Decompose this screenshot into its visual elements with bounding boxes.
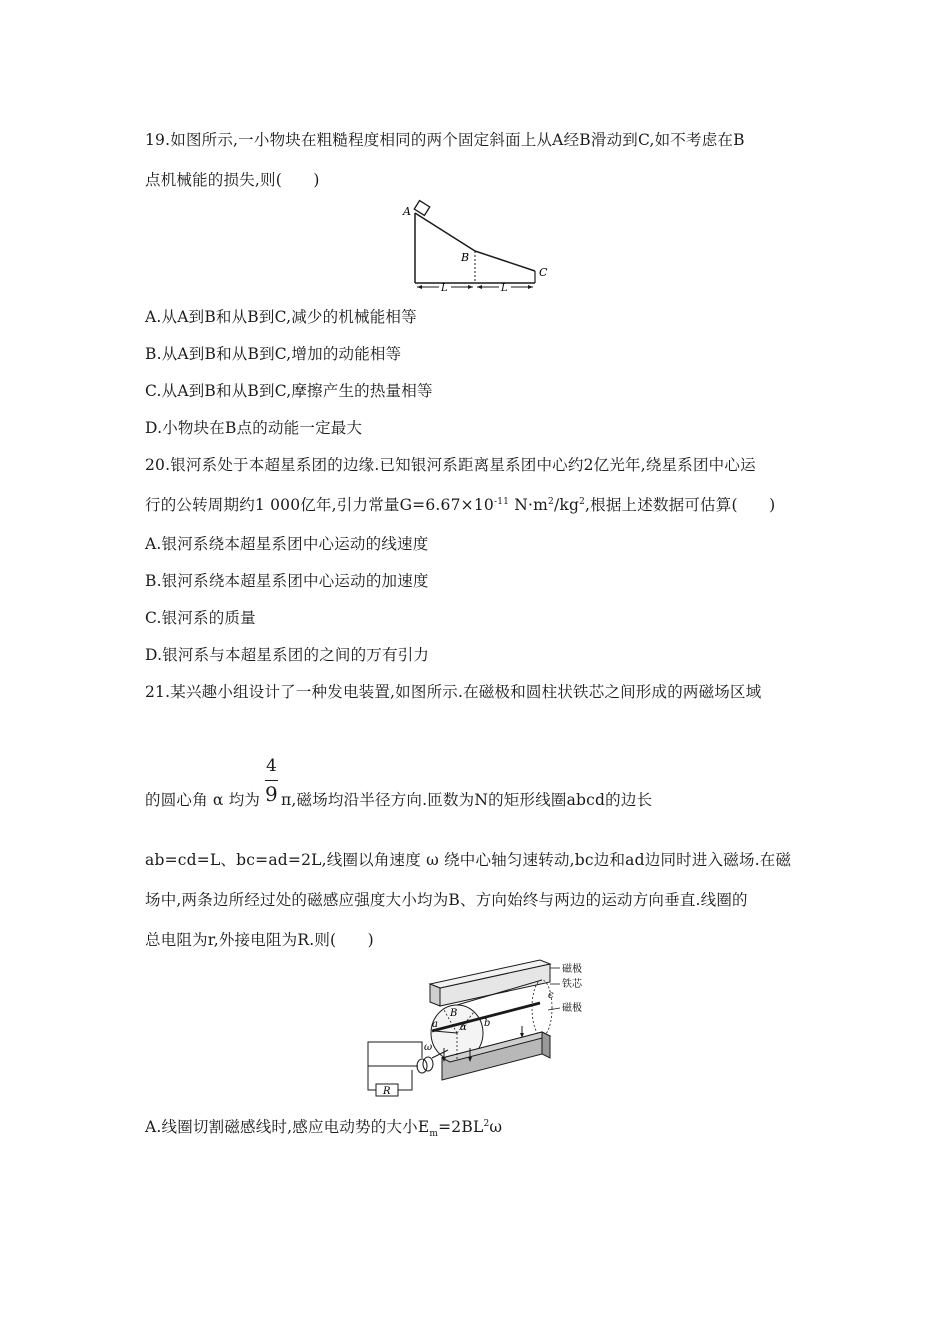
q20-option-a: A.银河系绕本超星系团中心运动的线速度 — [145, 535, 429, 553]
label-coil-c: c — [548, 990, 554, 1001]
label-alpha: α — [460, 1022, 467, 1033]
q19-option-d: D.小物块在B点的动能一定最大 — [145, 419, 363, 437]
q21-stem-line2-b: π,磁场均沿半径方向.匝数为N的矩形线圈abcd的边长 — [281, 791, 653, 809]
fraction-numerator: 4 — [266, 756, 277, 776]
q20-square-2: 2 — [579, 496, 586, 507]
label-l1: L — [441, 283, 448, 293]
q20-stem-text-a: 行的公转周期约1 000亿年,引力常量G=6.67×10 — [145, 496, 494, 514]
label-b: B — [461, 251, 470, 264]
q21-option-a-text: A.线圈切割磁感线时,感应电动势的大小E — [145, 1118, 430, 1136]
q21-option-a-end: ω — [489, 1118, 503, 1136]
label-omega: ω — [424, 1042, 433, 1053]
label-c: C — [539, 266, 548, 279]
q21-option-a-mid: =2BL — [438, 1118, 484, 1136]
q20-option-d: D.银河系与本超星系团的之间的万有引力 — [145, 646, 430, 664]
q21-stem-line5: 总电阻为r,外接电阻为R.则( ) — [145, 931, 374, 949]
fraction-bar — [265, 780, 278, 781]
label-field-b: B — [450, 1008, 458, 1019]
label-a: A — [403, 205, 411, 218]
q20-exponent: -11 — [494, 496, 510, 507]
q19-option-a: A.从A到B和从B到C,减少的机械能相等 — [145, 308, 417, 326]
q20-stem-line1: 20.银河系处于本超星系团的边缘.已知银河系距离星系团中心约2亿光年,绕星系团中心运 — [145, 456, 756, 474]
q21-stem-line3: ab=cd=L、bc=ad=2L,线圈以角速度 ω 绕中心轴匀速转动,bc边和ad边同时进入磁场.在磁 — [145, 851, 792, 869]
q21-stem-line1: 21.某兴趣小组设计了一种发电装置,如图所示.在磁极和圆柱状铁芯之间形成的两磁场区域 — [145, 683, 762, 701]
label-resistor: R — [383, 1086, 391, 1097]
q20-option-c: C.银河系的质量 — [145, 609, 256, 627]
q21-option-a — [145, 1115, 503, 1140]
q20-stem-line2 — [145, 493, 775, 515]
q20-stem-text-b: N·m — [509, 496, 549, 514]
q20-stem-text-c: /kg — [553, 496, 580, 514]
q20-square-1: 2 — [548, 496, 554, 507]
q21-option-a-subscript: m — [429, 1129, 439, 1140]
q19-option-b: B.从A到B和从B到C,增加的动能相等 — [145, 345, 402, 363]
q21-stem-line2-a: 的圆心角 α 均为 — [145, 791, 261, 809]
label-pole-bottom: 磁极 — [562, 1003, 582, 1014]
q19-stem-line2: 点机械能的损失,则( ) — [145, 171, 320, 189]
label-coil-a: a — [432, 1019, 438, 1030]
q21-generator-figure — [362, 958, 592, 1098]
q20-option-b: B.银河系绕本超星系团中心运动的加速度 — [145, 572, 429, 590]
label-coil-b: b — [484, 1018, 491, 1029]
label-core: 铁芯 — [562, 979, 582, 990]
q20-stem-text-d: ,根据上述数据可估算( ) — [585, 496, 776, 514]
label-pole-top: 磁极 — [562, 964, 582, 975]
fraction-denominator: 9 — [265, 782, 278, 806]
q19-option-c: C.从A到B和从B到C,摩擦产生的热量相等 — [145, 382, 433, 400]
q21-option-a-superscript: 2 — [483, 1118, 490, 1129]
q21-stem-line4: 场中,两条边所经过处的磁感应强度大小均为B、方向始终与两边的运动方向垂直.线圈的 — [145, 891, 748, 909]
q19-incline-figure — [395, 198, 555, 293]
label-l2: L — [501, 283, 508, 293]
q19-stem-line1: 19.如图所示,一小物块在粗糙程度相同的两个固定斜面上从A经B滑动到C,如不考虑在B — [145, 131, 745, 149]
